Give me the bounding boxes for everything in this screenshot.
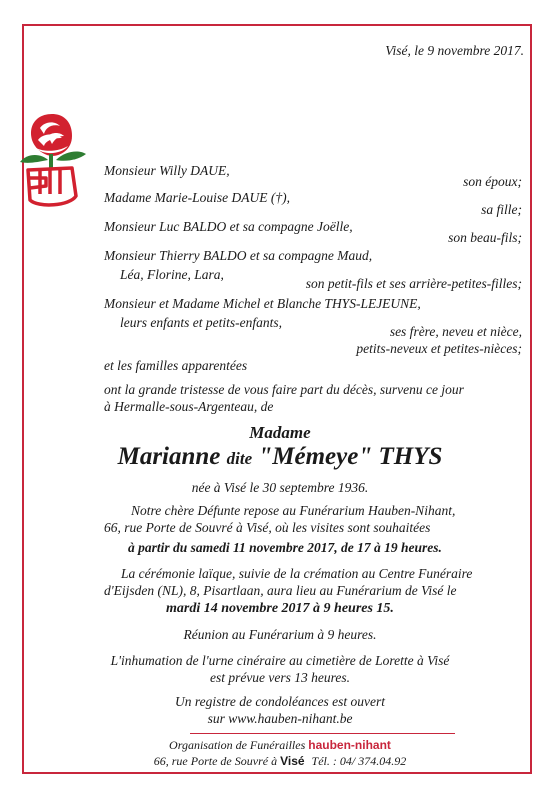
family-relation-1: son époux; — [463, 174, 522, 189]
footer-separator — [190, 733, 455, 734]
footer-brand-logo: hauben-nihant — [308, 738, 391, 752]
family-relation-4: son petit-fils et ses arrière-petites-filles; — [305, 276, 522, 291]
register-line-2: sur www.hauben-nihant.be — [207, 711, 353, 726]
announcement-line-1: ont la grande tristesse de vous faire part du décès, survenu ce jour — [104, 382, 464, 397]
register-line-1: Un registre de condoléances est ouvert — [174, 694, 386, 709]
family-relation-3: son beau-fils; — [448, 230, 522, 245]
footer-org — [0, 738, 560, 753]
deceased-last-name: THYS — [378, 443, 443, 470]
rose-icon — [31, 114, 72, 156]
family-relation-5: ses frère, neveu et nièce, — [389, 324, 522, 339]
rest-line-2: 66, rue Porte de Souvré à Visé, où les visites sont souhaitées — [104, 520, 431, 535]
footer-address-prefix: 66, rue Porte de Souvré à — [153, 754, 278, 768]
family-name-4b: Léa, Florine, Lara, — [120, 267, 224, 282]
family-name-5: Monsieur et Madame Michel et Blanche THYS-LEJEUNE, — [104, 296, 421, 311]
burial-line-1: L'inhumation de l'urne cinéraire au cimetière de Lorette à Visé — [110, 653, 450, 668]
footer-address — [0, 754, 560, 769]
ceremony-line-1: La cérémonie laïque, suivie de la crémation au Centre Funéraire — [121, 566, 473, 581]
family-name-3: Monsieur Luc BALDO et sa compagne Joëlle, — [104, 219, 353, 234]
announcement-line-2: à Hermalle-sous-Argenteau, de — [104, 399, 274, 414]
families-line: et les familles apparentées — [104, 358, 248, 373]
family-name-5b: leurs enfants et petits-enfants, — [120, 315, 282, 330]
date-line: Visé, le 9 novembre 2017. — [385, 43, 524, 58]
family-relation-2: sa fille; — [481, 202, 522, 217]
deceased-name — [0, 443, 560, 471]
fist-icon — [28, 168, 76, 205]
deceased-nickname: "Mémeye" — [258, 443, 373, 470]
deceased-dite: dite — [226, 449, 253, 468]
deceased-first-name: Marianne — [117, 443, 221, 470]
deceased-title: Madame — [249, 423, 311, 442]
family-name-1: Monsieur Willy DAUE, — [104, 163, 230, 178]
family-name-4: Monsieur Thierry BALDO et sa compagne Maud, — [104, 248, 373, 263]
footer-org-prefix: Organisation de Funérailles — [169, 738, 306, 752]
born-line: née à Visé le 30 septembre 1936. — [191, 480, 369, 495]
rest-line-1: Notre chère Défunte repose au Funérarium Hauben-Nihant, — [131, 503, 456, 518]
footer-phone: Tél. : 04/ 374.04.92 — [311, 754, 407, 768]
visits-line: à partir du samedi 11 novembre 2017, de 17 à 19 heures. — [128, 540, 442, 555]
footer-address-city: Visé — [280, 754, 305, 768]
ceremony-when: mardi 14 novembre 2017 à 9 heures 15. — [166, 601, 394, 616]
family-relation-5b: petits-neveux et petites-nièces; — [356, 341, 522, 356]
rose-fist-logo-icon — [14, 108, 90, 212]
burial-line-2: est prévue vers 13 heures. — [209, 670, 351, 685]
ceremony-line-2: d'Eijsden (NL), 8, Pisartlaan, aura lieu au Funérarium de Visé le — [104, 583, 457, 598]
family-name-2: Madame Marie-Louise DAUE (†), — [104, 190, 290, 205]
meeting-line: Réunion au Funérarium à 9 heures. — [183, 627, 377, 642]
